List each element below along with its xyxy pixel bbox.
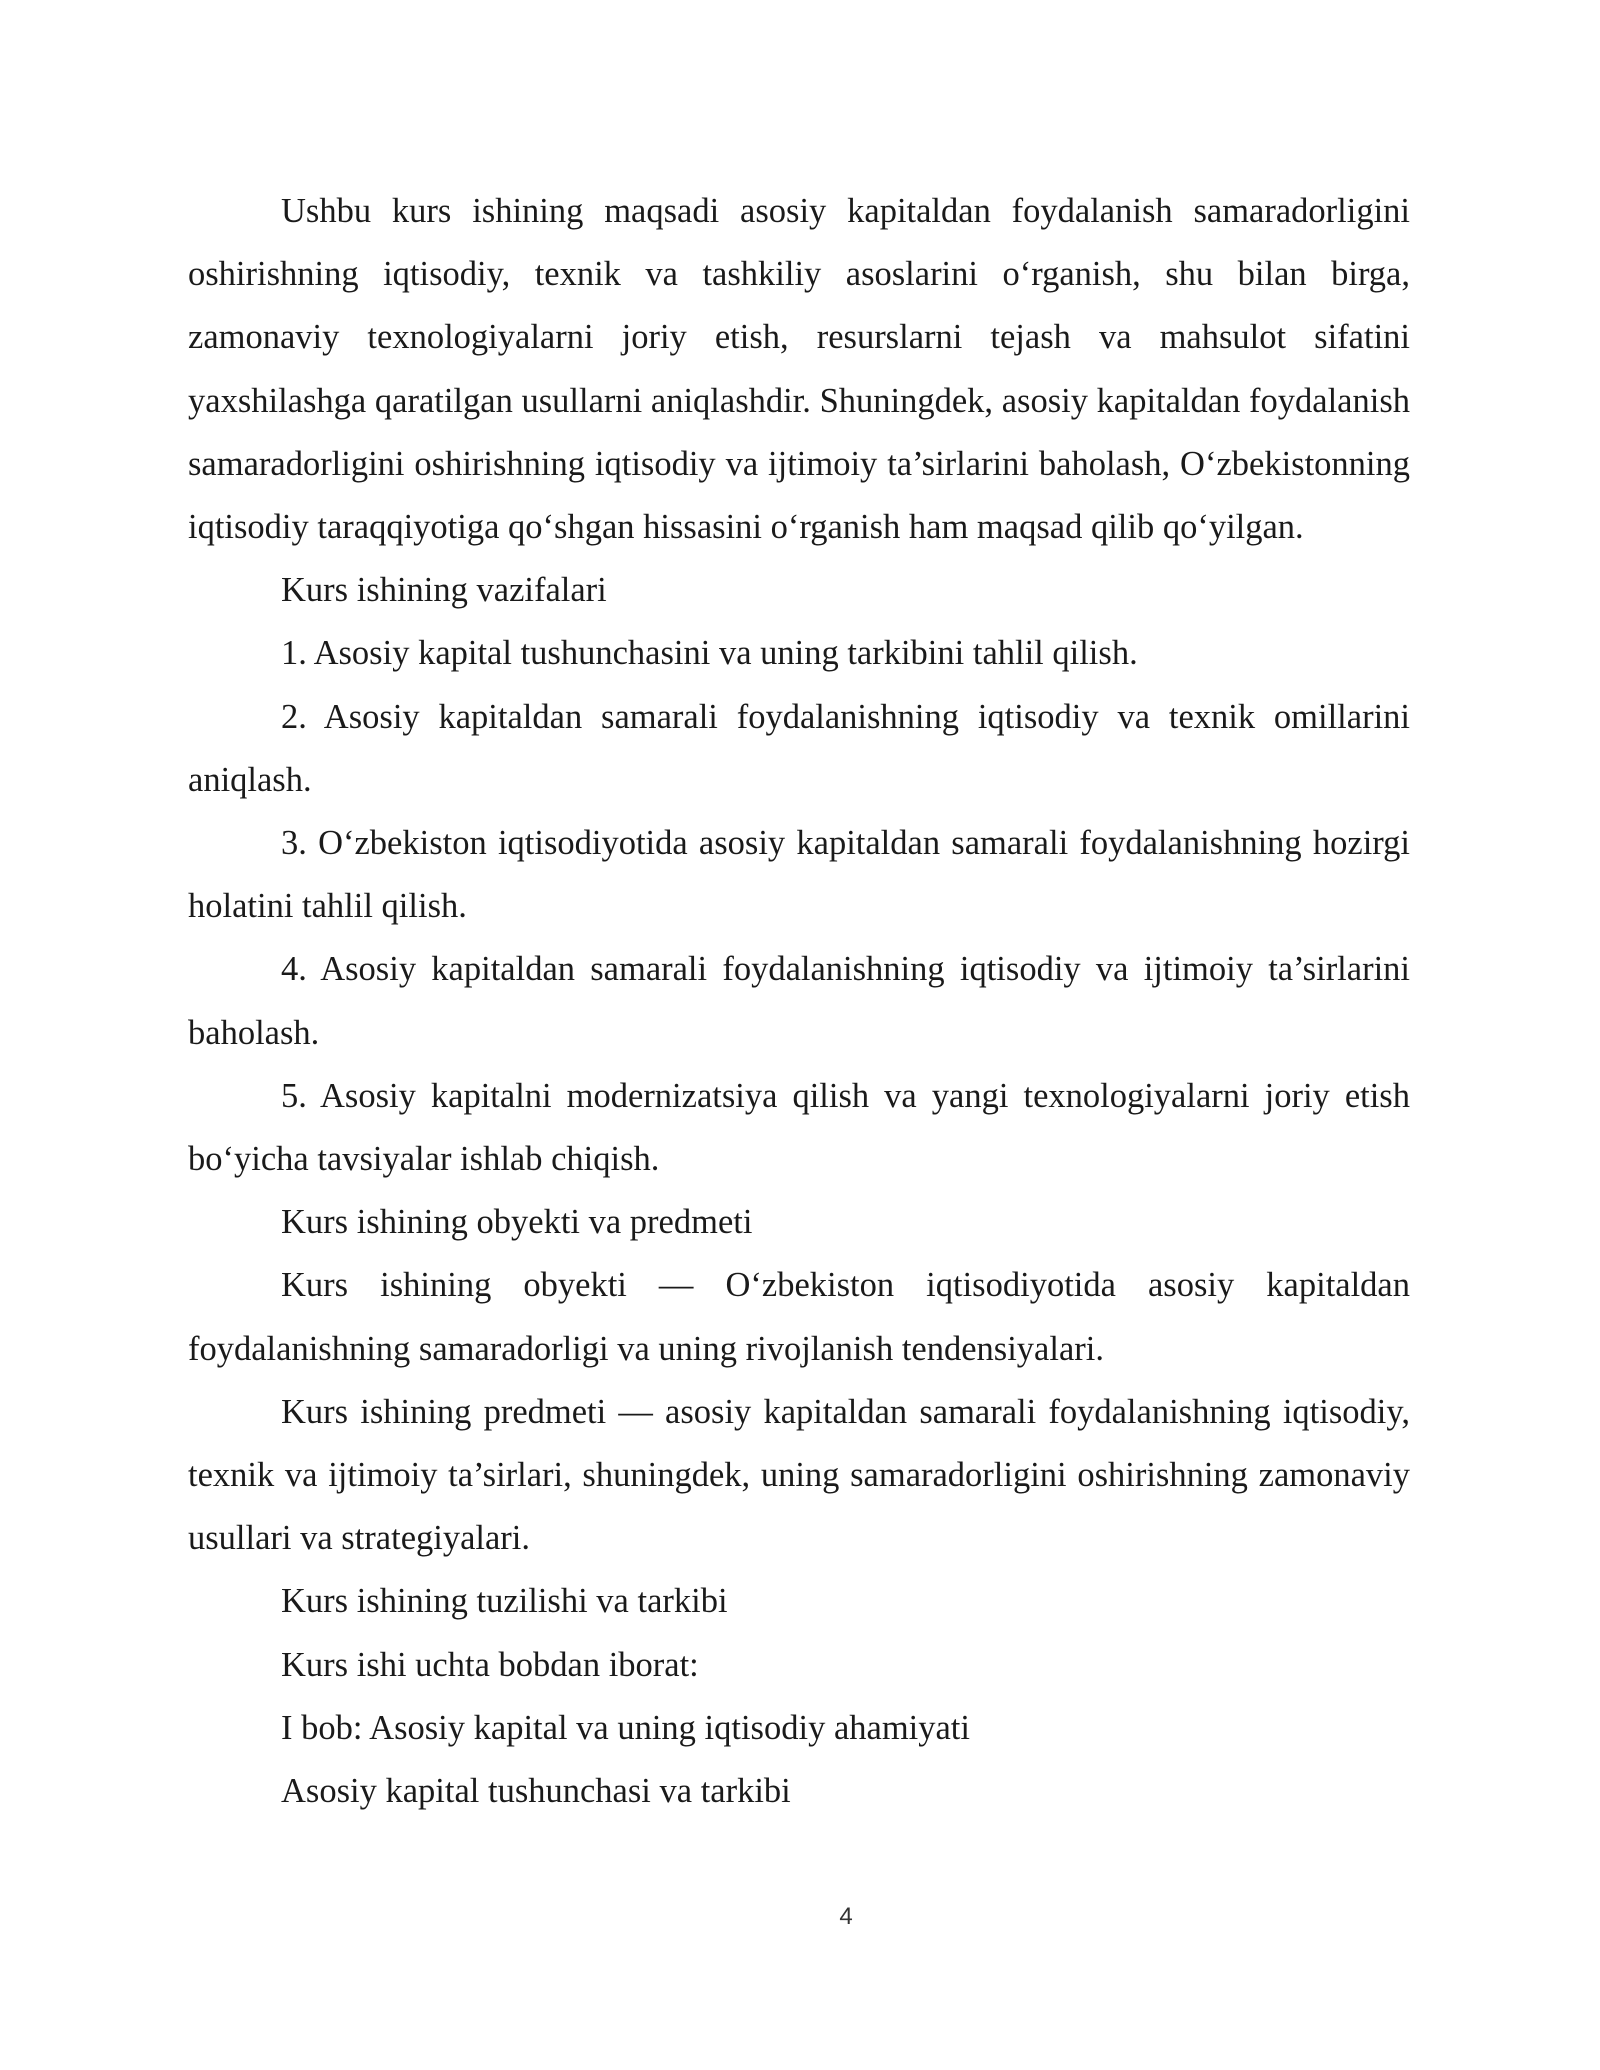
heading-tasks: Kurs ishining vazifalari: [281, 571, 607, 610]
heading-object-subject: Kurs ishining obyekti va predmeti: [281, 1203, 753, 1242]
task-item-4: 4. Asosiy kapitaldan samarali foydalanishning iqtisodiy va ijtimoiy ta’sirlarini baholash.: [188, 950, 1410, 1052]
task-item-2: 2. Asosiy kapitaldan samarali foydalanishning iqtisodiy va texnik omillarini aniqlash.: [188, 697, 1410, 799]
task-item-3: 3. O‘zbekiston iqtisodiyotida asosiy kapitaldan samarali foydalanishning hozirgi holatini tahlil qilish.: [188, 824, 1410, 926]
body-text: [188, 180, 1410, 1823]
heading-structure: Kurs ishining tuzilishi va tarkibi: [281, 1582, 728, 1621]
page-number: 4: [839, 1903, 853, 1930]
task-item-5: 5. Asosiy kapitalni modernizatsiya qilish va yangi texnologiyalarni joriy etish bo‘yicha tavsiyalar ishlab chiqish.: [188, 1076, 1410, 1179]
section-1-1-title: Asosiy kapital tushunchasi va tarkibi: [281, 1772, 791, 1811]
paragraph-chapters: Kurs ishi uchta bobdan iborat:: [281, 1645, 699, 1684]
paragraph-purpose: Ushbu kurs ishining maqsadi asosiy kapitaldan foydalanish samaradorligini oshirishning iqtisodiy, texnik va tashkiliy asoslarini o‘rganish, shu bilan birga, zamonaviy texnologiyalarni joriy etish, resurslarni tejash va mahsulot sifatini yaxshilashga qaratilgan usullarni aniqlashdir. Shuningdek, asosiy kapitaldan foydalanish samaradorligini oshirishning iqtisodiy va ijtimoiy ta’sirlarini baholash, O‘zbekistonning iqtisodiy taraqqiyotiga qo‘shgan hissasini o‘rganish ham maqsad qilib qo‘yilgan.: [188, 192, 1410, 547]
paragraph-subject: Kurs ishining predmeti — asosiy kapitaldan samarali foydalanishning iqtisodiy, texnik va ijtimoiy ta’sirlari, shuningdek, uning samaradorligini oshirishning zamonaviy usullari va strategiyalari.: [188, 1392, 1410, 1558]
chapter-1-title: I bob: Asosiy kapital va uning iqtisodiy ahamiyati: [281, 1708, 970, 1747]
task-item-1: 1. Asosiy kapital tushunchasini va uning tarkibini tahlil qilish.: [281, 634, 1138, 673]
paragraph-object: Kurs ishining obyekti — O‘zbekiston iqtisodiyotida asosiy kapitaldan foydalanishning samaradorligi va uning rivojlanish tendensiyalari.: [188, 1266, 1410, 1368]
